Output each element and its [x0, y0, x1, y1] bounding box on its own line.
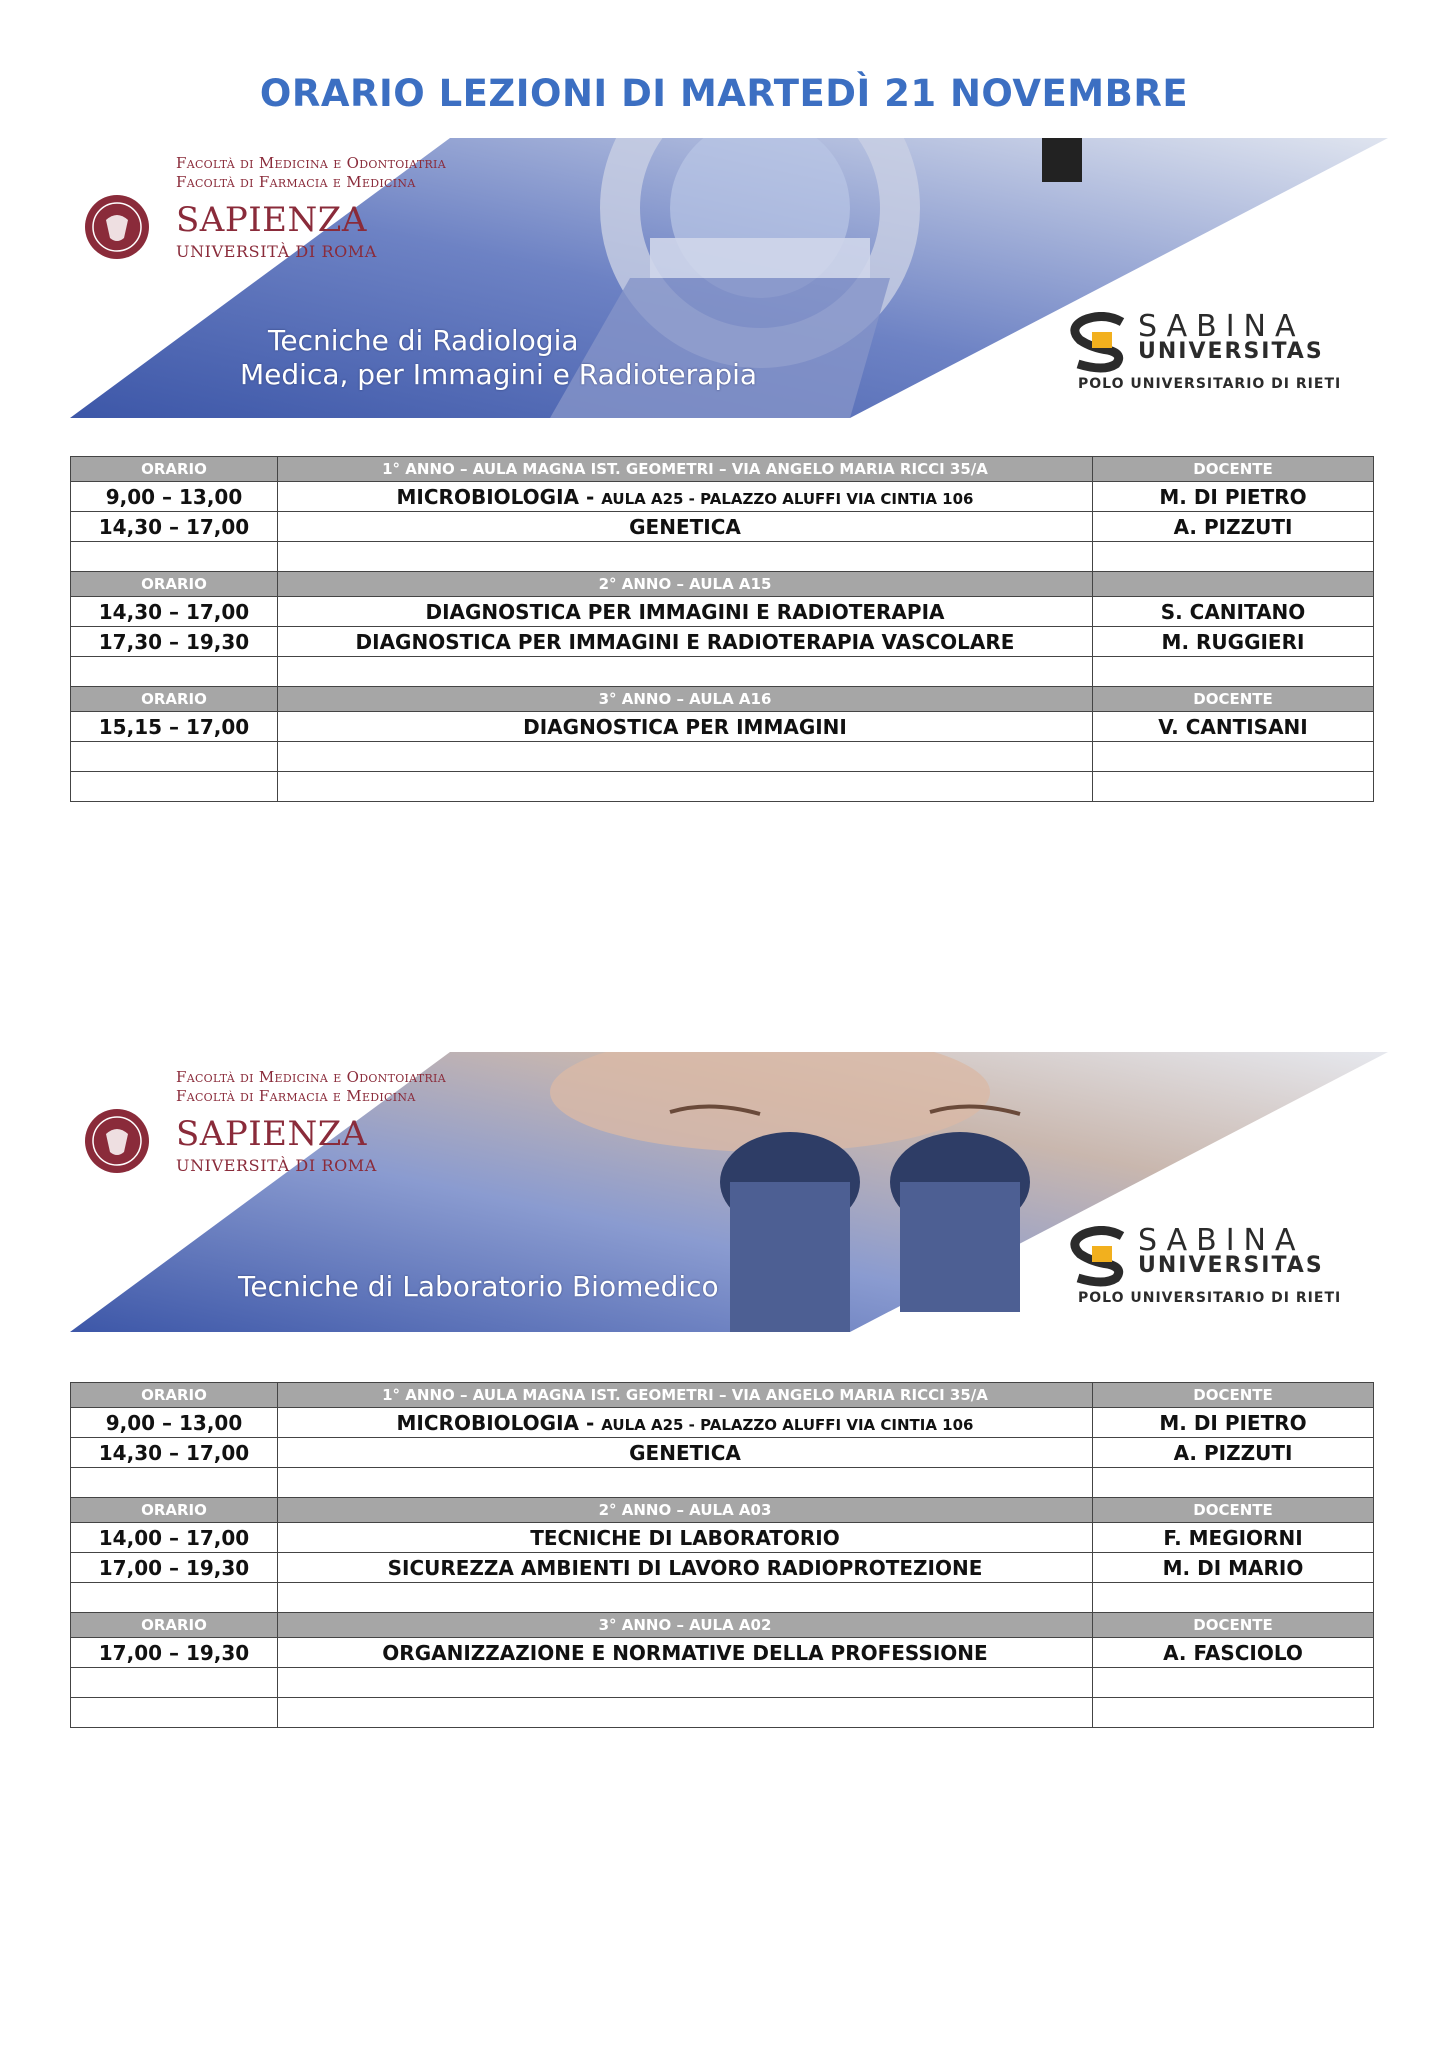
row-time: 17,00 – 19,30	[71, 1553, 278, 1583]
row-teacher: S. CANITANO	[1093, 597, 1374, 627]
section-header-1	[71, 457, 1374, 482]
row-course: GENETICA	[278, 512, 1093, 542]
university-sub: UNIVERSITÀ DI ROMA	[176, 242, 377, 261]
row-course	[278, 1698, 1093, 1728]
row-teacher	[1093, 1698, 1374, 1728]
row-time	[71, 542, 278, 572]
table-row	[71, 712, 1374, 742]
table-row	[71, 657, 1374, 687]
table-row	[71, 1638, 1374, 1668]
partner-name: SABINA	[1138, 1223, 1305, 1258]
sapienza-seal	[84, 1108, 150, 1174]
row-time	[71, 742, 278, 772]
table-row	[71, 1668, 1374, 1698]
row-time: 14,30 – 17,00	[71, 597, 278, 627]
row-course: SICUREZZA AMBIENTI DI LAVORO RADIOPROTEZIONE	[278, 1553, 1093, 1583]
header-teacher: DOCENTE	[1093, 1498, 1374, 1523]
row-course	[278, 482, 1093, 512]
header-title: 3° ANNO – AULA A16	[278, 687, 1093, 712]
row-teacher: F. MEGIORNI	[1093, 1523, 1374, 1553]
row-time	[71, 1468, 278, 1498]
section-header-3	[71, 687, 1374, 712]
partner-name: SABINA	[1138, 309, 1305, 344]
row-course: DIAGNOSTICA PER IMMAGINI E RADIOTERAPIA	[278, 597, 1093, 627]
row-course: DIAGNOSTICA PER IMMAGINI	[278, 712, 1093, 742]
table-row	[71, 1523, 1374, 1553]
row-time	[71, 1668, 278, 1698]
row-teacher	[1093, 772, 1374, 802]
row-teacher: A. PIZZUTI	[1093, 512, 1374, 542]
table-row	[71, 512, 1374, 542]
sabina-s-icon	[1064, 1226, 1134, 1288]
faculty-line-1: Facoltà di Medicina e Odontoiatria	[176, 154, 446, 172]
row-teacher	[1093, 542, 1374, 572]
table-row	[71, 1583, 1374, 1613]
row-time	[71, 657, 278, 687]
header-time: ORARIO	[71, 1613, 278, 1638]
row-course	[278, 742, 1093, 772]
course-title	[240, 324, 757, 392]
header-time: ORARIO	[71, 1383, 278, 1408]
row-time: 14,30 – 17,00	[71, 512, 278, 542]
row-time	[71, 772, 278, 802]
header-time: ORARIO	[71, 1498, 278, 1523]
schedule-table-laboratorio	[70, 1382, 1374, 1728]
header-teacher: DOCENTE	[1093, 1383, 1374, 1408]
table-row	[71, 1408, 1374, 1438]
section-header-2	[71, 1498, 1374, 1523]
schedule-table-radiologia	[70, 456, 1374, 802]
header-time: ORARIO	[71, 572, 278, 597]
row-time: 17,30 – 19,30	[71, 627, 278, 657]
course-note: AULA A25 - PALAZZO ALUFFI VIA CINTIA 106	[601, 489, 974, 508]
row-course: ORGANIZZAZIONE E NORMATIVE DELLA PROFESSIONE	[278, 1638, 1093, 1668]
partner-polo: POLO UNIVERSITARIO DI RIETI	[1078, 376, 1342, 392]
row-time: 9,00 – 13,00	[71, 482, 278, 512]
university-sub: UNIVERSITÀ DI ROMA	[176, 1156, 377, 1175]
row-teacher	[1093, 742, 1374, 772]
table-row	[71, 597, 1374, 627]
header-teacher: DOCENTE	[1093, 687, 1374, 712]
partner-polo: POLO UNIVERSITARIO DI RIETI	[1078, 1290, 1342, 1306]
university-name: SAPIENZA	[176, 1114, 367, 1154]
table-row	[71, 1698, 1374, 1728]
header-time: ORARIO	[71, 687, 278, 712]
row-teacher: A. FASCIOLO	[1093, 1638, 1374, 1668]
header-time: ORARIO	[71, 457, 278, 482]
row-teacher	[1093, 1668, 1374, 1698]
header-title: 2° ANNO – AULA A15	[278, 572, 1093, 597]
faculty-lines	[176, 154, 446, 192]
table-row	[71, 1553, 1374, 1583]
row-time: 14,30 – 17,00	[71, 1438, 278, 1468]
row-teacher: A. PIZZUTI	[1093, 1438, 1374, 1468]
row-course	[278, 1408, 1093, 1438]
header-teacher: DOCENTE	[1093, 1613, 1374, 1638]
row-time: 17,00 – 19,30	[71, 1638, 278, 1668]
course-name: MICROBIOLOGIA -	[396, 484, 595, 509]
row-teacher	[1093, 1583, 1374, 1613]
table-row	[71, 482, 1374, 512]
row-time	[71, 1583, 278, 1613]
row-course	[278, 1668, 1093, 1698]
row-course	[278, 657, 1093, 687]
row-course	[278, 1583, 1093, 1613]
header-title: 2° ANNO – AULA A03	[278, 1498, 1093, 1523]
header-teacher: DOCENTE	[1093, 457, 1374, 482]
row-time: 14,00 – 17,00	[71, 1523, 278, 1553]
faculty-line-1: Facoltà di Medicina e Odontoiatria	[176, 1068, 446, 1086]
table-row	[71, 772, 1374, 802]
table-row	[71, 542, 1374, 572]
course-title	[238, 1270, 719, 1304]
table-row	[71, 1468, 1374, 1498]
row-teacher: V. CANTISANI	[1093, 712, 1374, 742]
table-row	[71, 742, 1374, 772]
header-title: 1° ANNO – AULA MAGNA IST. GEOMETRI – VIA ANGELO MARIA RICCI 35/A	[278, 1383, 1093, 1408]
sabina-s-icon	[1064, 312, 1134, 374]
row-teacher: M. DI MARIO	[1093, 1553, 1374, 1583]
sabina-logo	[1064, 309, 1364, 392]
course-line-1: Tecniche di Laboratorio Biomedico	[238, 1270, 719, 1303]
row-teacher	[1093, 1468, 1374, 1498]
sapienza-seal	[84, 194, 150, 260]
page-title: ORARIO LEZIONI DI MARTEDÌ 21 NOVEMBRE	[259, 72, 1189, 115]
row-course: TECNICHE DI LABORATORIO	[278, 1523, 1093, 1553]
partner-sub: UNIVERSITAS	[1138, 339, 1324, 364]
faculty-line-2: Facoltà di Farmacia e Medicina	[176, 173, 416, 191]
row-course: DIAGNOSTICA PER IMMAGINI E RADIOTERAPIA VASCOLARE	[278, 627, 1093, 657]
header-title: 1° ANNO – AULA MAGNA IST. GEOMETRI – VIA ANGELO MARIA RICCI 35/A	[278, 457, 1093, 482]
course-name: MICROBIOLOGIA -	[396, 1410, 595, 1435]
table-row	[71, 1438, 1374, 1468]
section-header-2	[71, 572, 1374, 597]
banner-laboratorio	[70, 1052, 1388, 1332]
faculty-line-2: Facoltà di Farmacia e Medicina	[176, 1087, 416, 1105]
partner-sub: UNIVERSITAS	[1138, 1253, 1324, 1278]
row-time: 9,00 – 13,00	[71, 1408, 278, 1438]
row-time: 15,15 – 17,00	[71, 712, 278, 742]
banner-radiologia	[70, 138, 1388, 418]
faculty-lines	[176, 1068, 446, 1106]
row-course	[278, 772, 1093, 802]
course-note: AULA A25 - PALAZZO ALUFFI VIA CINTIA 106	[601, 1415, 974, 1434]
section-header-1	[71, 1383, 1374, 1408]
table-row	[71, 627, 1374, 657]
course-line-2: Medica, per Immagini e Radioterapia	[240, 358, 758, 391]
header-teacher	[1093, 572, 1374, 597]
row-course	[278, 542, 1093, 572]
section-header-3	[71, 1613, 1374, 1638]
row-teacher: M. RUGGIERI	[1093, 627, 1374, 657]
row-course	[278, 1468, 1093, 1498]
header-title: 3° ANNO – AULA A02	[278, 1613, 1093, 1638]
university-name: SAPIENZA	[176, 200, 367, 240]
row-time	[71, 1698, 278, 1728]
row-teacher: M. DI PIETRO	[1093, 482, 1374, 512]
sabina-logo	[1064, 1223, 1364, 1306]
row-teacher	[1093, 657, 1374, 687]
row-course: GENETICA	[278, 1438, 1093, 1468]
course-line-1: Tecniche di Radiologia	[268, 324, 579, 357]
row-teacher: M. DI PIETRO	[1093, 1408, 1374, 1438]
